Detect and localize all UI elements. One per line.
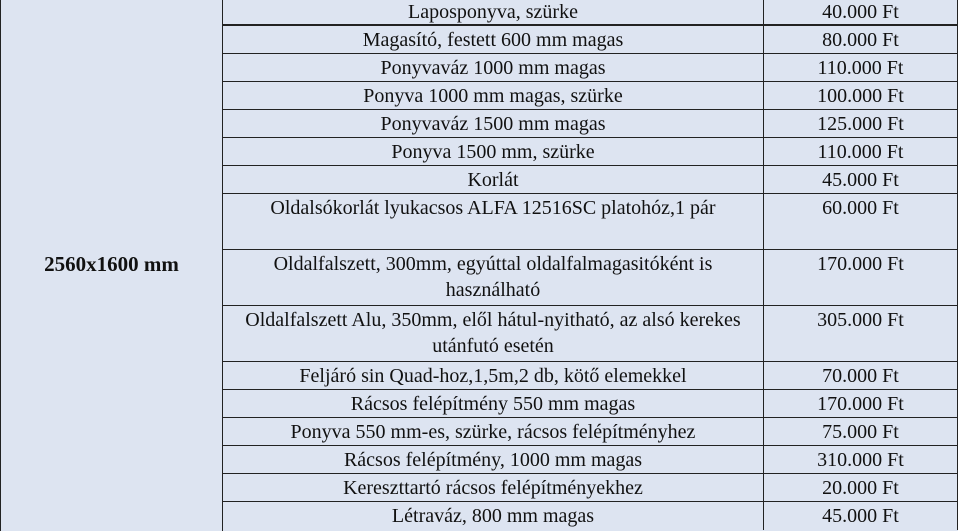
item-price: 45.000 Ft [764, 502, 958, 530]
item-description: Oldalsókorlát lyukacsos ALFA 12516SC platohóz,1 pár [223, 194, 764, 249]
item-description: Oldalfalszett Alu, 350mm, elől hátul-nyitható, az alsó kerekes utánfutó esetén [223, 306, 764, 361]
table-row [223, 362, 958, 390]
item-description: Kereszttartó rácsos felépítményekhez [223, 474, 764, 501]
table-rows [223, 0, 958, 531]
item-price: 20.000 Ft [764, 474, 958, 501]
table-row [223, 250, 958, 306]
item-description: Oldalfalszett, 300mm, egyúttal oldalfalmagasitóként is használható [223, 250, 764, 305]
item-price: 75.000 Ft [764, 418, 958, 445]
item-description: Korlát [223, 166, 764, 193]
item-price: 70.000 Ft [764, 362, 958, 389]
table-row [223, 418, 958, 446]
item-price: 110.000 Ft [764, 138, 958, 165]
item-description: Ponyva 1000 mm magas, szürke [223, 82, 764, 109]
item-price: 125.000 Ft [764, 110, 958, 137]
item-price: 170.000 Ft [764, 390, 958, 417]
item-description: Lapospo​nyva, szürke [223, 0, 764, 24]
item-price: 45.000 Ft [764, 166, 958, 193]
table-row [223, 502, 958, 530]
table-row [223, 54, 958, 82]
item-description: Feljáró sin Quad-hoz,1,5m,2 db, kötő elemekkel [223, 362, 764, 389]
table-row [223, 138, 958, 166]
item-price: 310.000 Ft [764, 446, 958, 473]
table-row [223, 110, 958, 138]
item-description: Ponyva 550 mm-es, szürke, rácsos felépítményhez [223, 418, 764, 445]
item-price: 305.000 Ft [764, 306, 958, 361]
table-row [223, 82, 958, 110]
item-price: 60.000 Ft [764, 194, 958, 249]
item-price: 40.000 Ft [764, 0, 958, 24]
table-row [223, 474, 958, 502]
size-cell [0, 0, 223, 531]
table-row [223, 306, 958, 362]
item-description: Létraváz, 800 mm magas [223, 502, 764, 530]
item-description: Ponyvaváz 1500 mm magas [223, 110, 764, 137]
item-price: 170.000 Ft [764, 250, 958, 305]
item-price: 100.000 Ft [764, 82, 958, 109]
item-description: Magasító, festett 600 mm magas [223, 26, 764, 53]
size-label: 2560x1600 mm [44, 252, 179, 276]
item-description: Rácsos felépítmény, 1000 mm magas [223, 446, 764, 473]
table-row [223, 446, 958, 474]
table-row [223, 166, 958, 194]
item-price: 110.000 Ft [764, 54, 958, 81]
table-row [223, 26, 958, 54]
table-row [223, 194, 958, 250]
table-row [223, 390, 958, 418]
item-description: Rácsos felépítmény 550 mm magas [223, 390, 764, 417]
item-description: Ponyva 1500 mm, szürke [223, 138, 764, 165]
item-description: Ponyvaváz 1000 mm magas [223, 54, 764, 81]
item-price: 80.000 Ft [764, 26, 958, 53]
table-row [223, 0, 958, 26]
